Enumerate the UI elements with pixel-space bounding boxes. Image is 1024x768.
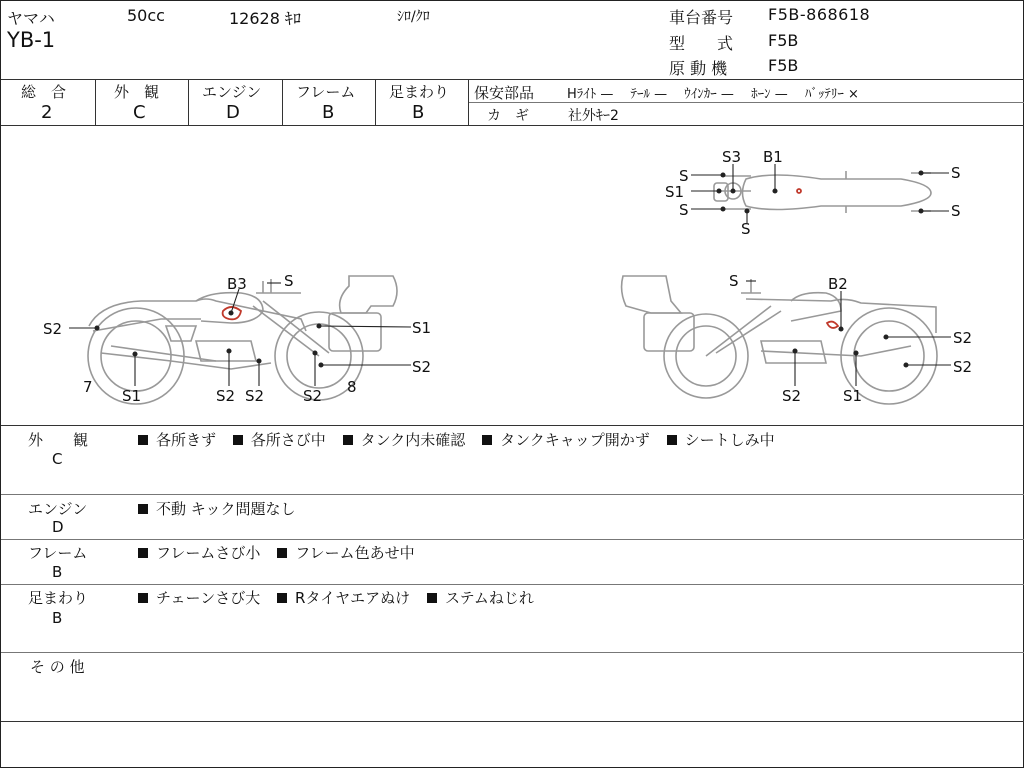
label-s2-right-2: S2 bbox=[953, 358, 973, 376]
suspension-grade-label: 足まわり bbox=[389, 83, 450, 101]
label-s2-left: S2 bbox=[43, 320, 63, 338]
label-s2-bottom-1: S2 bbox=[216, 387, 236, 405]
label-s2-bottom-3: S2 bbox=[303, 387, 323, 405]
note-frame-label: フレーム bbox=[28, 544, 88, 562]
type-label: 型 式 bbox=[669, 34, 734, 53]
label-s-top-bottom: S bbox=[741, 220, 751, 238]
note-exterior-label: 外 観 bbox=[28, 431, 89, 449]
note-item: タンクキャップ開かず bbox=[500, 431, 650, 449]
note-suspension-grade: B bbox=[52, 609, 63, 627]
engine-grade: D bbox=[226, 102, 240, 123]
displacement: 50cc bbox=[127, 6, 165, 25]
note-item: 各所さび中 bbox=[250, 431, 326, 449]
key-value: 社外ｷｰ2 bbox=[568, 108, 619, 124]
type-value: F5B bbox=[768, 31, 799, 50]
label-b2: B2 bbox=[828, 275, 848, 293]
label-s1-bottom-right: S1 bbox=[843, 387, 863, 405]
label-s-top-r1: S bbox=[951, 164, 961, 182]
label-s2-bottom-2: S2 bbox=[245, 387, 265, 405]
note-item: シートしみ中 bbox=[684, 431, 775, 449]
label-s-top-l1: S bbox=[679, 167, 689, 185]
label-7: 7 bbox=[83, 378, 93, 396]
exterior-label: 外 観 bbox=[114, 83, 160, 101]
label-s1-bottom-left: S1 bbox=[122, 387, 142, 405]
color: ｼﾛ/ｸﾛ bbox=[397, 9, 430, 25]
label-b1-top: B1 bbox=[763, 148, 783, 166]
note-item: ステムねじれ bbox=[444, 589, 534, 607]
engine-value: F5B bbox=[768, 56, 799, 75]
label-8: 8 bbox=[347, 378, 357, 396]
bike-diagram bbox=[1, 126, 1024, 426]
note-item: 各所きず bbox=[156, 431, 217, 449]
label-s1-top-l: S1 bbox=[665, 183, 685, 201]
label-b3: B3 bbox=[227, 275, 247, 293]
engine-grade-label: エンジン bbox=[202, 83, 262, 101]
engine-label: 原 動 機 bbox=[669, 59, 728, 78]
label-s3-top: S3 bbox=[722, 148, 742, 166]
label-s2-right-1: S2 bbox=[953, 329, 973, 347]
note-item: チェーンさび大 bbox=[156, 589, 261, 607]
key-label: カ ギ bbox=[487, 108, 529, 124]
note-engine-items bbox=[138, 498, 307, 519]
b2-damage-mark bbox=[827, 322, 838, 328]
exterior-grade: C bbox=[133, 102, 146, 123]
note-item: タンク内未確認 bbox=[360, 431, 466, 449]
right-side-bike-outline bbox=[622, 276, 937, 404]
note-exterior-grade: C bbox=[52, 450, 63, 468]
note-engine-label: エンジン bbox=[28, 500, 88, 518]
model-name: YB-1 bbox=[7, 28, 56, 52]
note-suspension-label: 足まわり bbox=[28, 589, 89, 607]
top-view-bike-outline bbox=[714, 171, 931, 213]
note-other-label: そ の 他 bbox=[30, 658, 85, 676]
label-s-top-r2: S bbox=[951, 202, 961, 220]
total-label: 総 合 bbox=[21, 83, 67, 101]
note-item: 不動 キック問題なし bbox=[156, 500, 296, 518]
note-exterior-items bbox=[138, 429, 787, 450]
label-s-top-l2: S bbox=[679, 201, 689, 219]
note-item: Rタイヤエアぬけ bbox=[295, 589, 411, 607]
label-s-top-right: S bbox=[729, 272, 739, 290]
frame-grade-label: フレーム bbox=[296, 83, 356, 101]
suspension-grade: B bbox=[412, 102, 425, 123]
safety-items: Hﾗｲﾄ — ﾃｰﾙ — ｳｲﾝｶｰ — ﾎｰﾝ — ﾊﾞｯﾃﾘｰ × bbox=[567, 87, 859, 102]
note-item: フレームさび小 bbox=[156, 544, 261, 562]
label-s-top-left: S bbox=[284, 272, 294, 290]
mileage: 12628 ｷﾛ bbox=[229, 9, 301, 28]
note-frame-grade: B bbox=[52, 563, 63, 581]
total-grade: 2 bbox=[41, 102, 53, 123]
label-s2-bottom-right: S2 bbox=[782, 387, 802, 405]
chassis-value: F5B-868618 bbox=[768, 5, 871, 24]
note-engine-grade: D bbox=[52, 518, 64, 536]
b1-damage-mark bbox=[797, 189, 801, 193]
safety-label: 保安部品 bbox=[474, 84, 535, 102]
note-frame-items bbox=[138, 542, 427, 563]
label-s2-right-left: S2 bbox=[412, 358, 432, 376]
frame-grade: B bbox=[322, 102, 335, 123]
maker: ヤマハ bbox=[7, 9, 55, 28]
note-item: フレーム色あせ中 bbox=[295, 544, 415, 562]
label-s1-right-left: S1 bbox=[412, 319, 432, 337]
note-suspension-items bbox=[138, 587, 546, 608]
chassis-label: 車台番号 bbox=[669, 8, 734, 27]
